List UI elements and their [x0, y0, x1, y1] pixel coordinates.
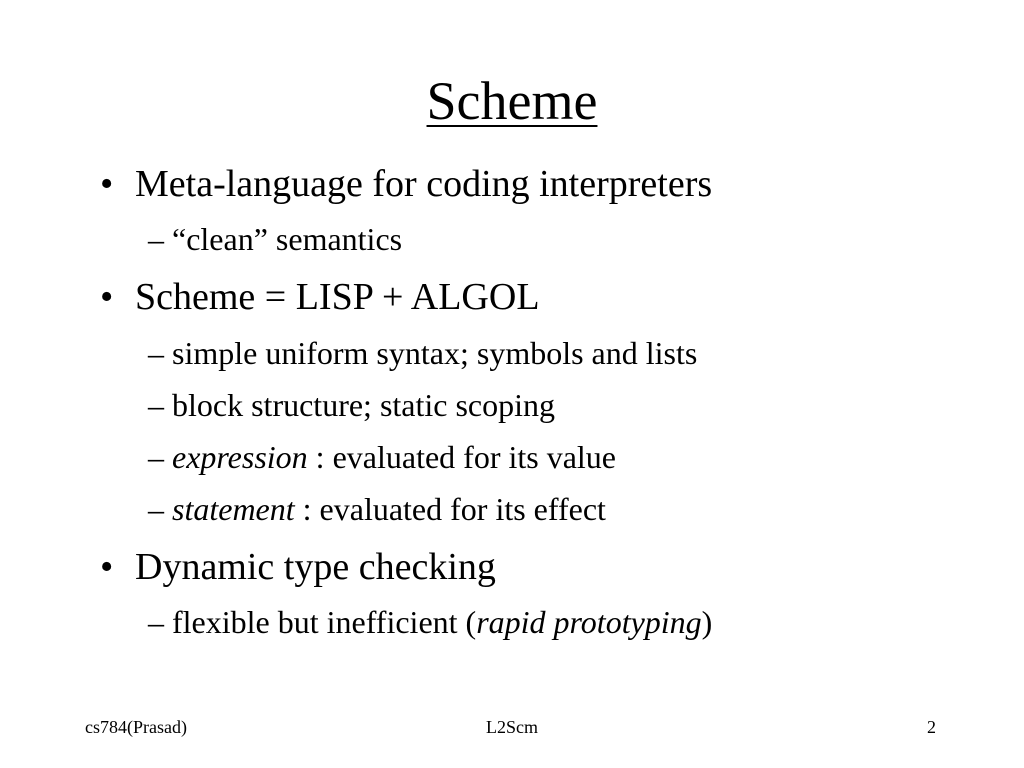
footer-file: L2Scm	[486, 717, 538, 737]
bullet-item	[100, 545, 496, 589]
bullet-marker: •	[100, 163, 114, 205]
slide-title: Scheme	[426, 71, 598, 131]
bullet-item	[100, 162, 712, 206]
sub-bullet-item: – flexible but inefficient (rapid prototyping)	[148, 604, 713, 640]
footer-page-number: 2	[927, 717, 936, 737]
bullet-item	[100, 275, 540, 319]
sub-bullet-item: – statement : evaluated for its effect	[148, 491, 606, 527]
sub-bullet-item: – expression : evaluated for its value	[148, 439, 616, 475]
footer-course: cs784(Prasad)	[85, 717, 187, 737]
term-expression: expression	[172, 439, 308, 475]
sub-bullet-item: – block structure; static scoping	[148, 387, 556, 423]
bullet-text: Scheme = LISP + ALGOL	[135, 276, 540, 318]
bullet-marker: •	[100, 546, 114, 588]
sub-bullet-item: – “clean” semantics	[148, 221, 403, 257]
sub-bullet-item: – simple uniform syntax; symbols and lists	[148, 335, 698, 371]
bullet-marker: •	[100, 276, 114, 318]
bullet-text: Dynamic type checking	[135, 546, 496, 588]
term-statement: statement	[172, 491, 295, 527]
bullet-text: Meta-language for coding interpreters	[135, 163, 713, 205]
term-rapid-prototyping: rapid prototyping	[476, 604, 702, 640]
